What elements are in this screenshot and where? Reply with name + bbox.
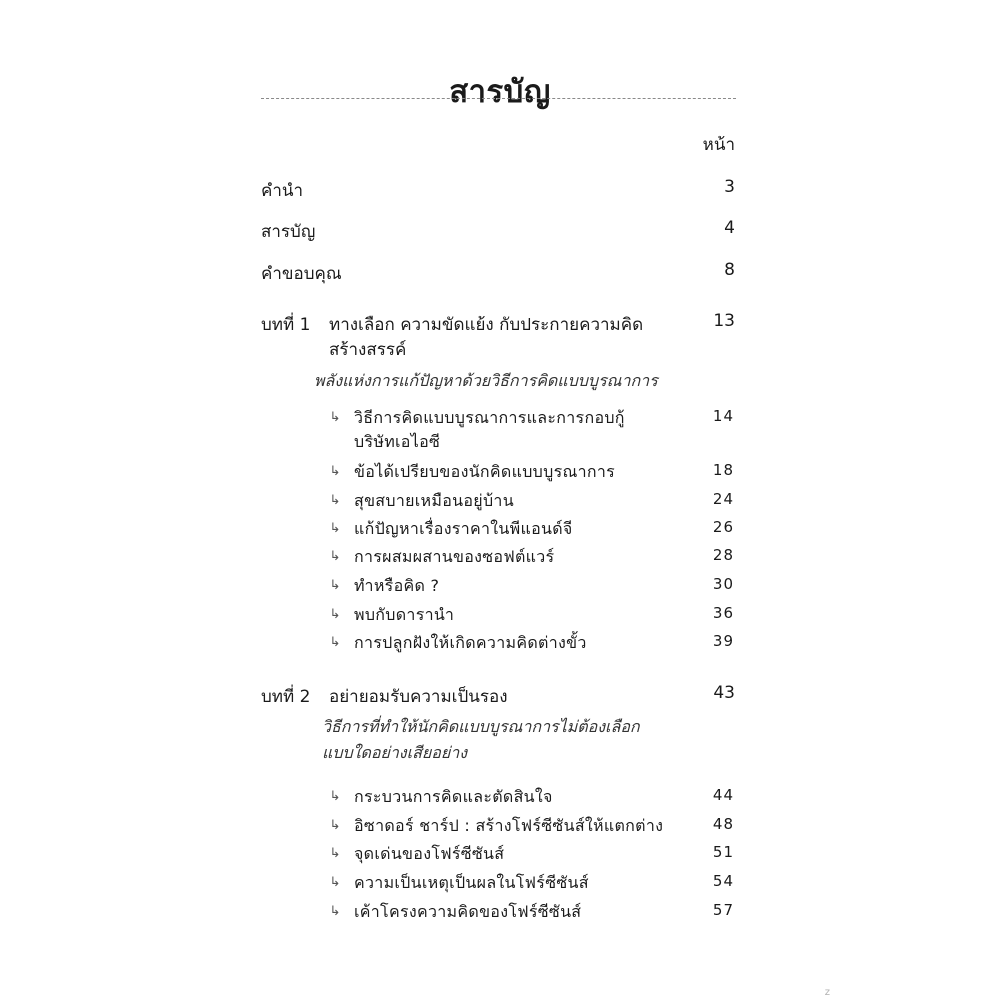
chapter-label: บทที่ 1	[261, 315, 311, 335]
toc-item-page: 36	[712, 604, 734, 622]
chapter-page: 13	[713, 311, 735, 331]
toc-item: ความเป็นเหตุเป็นผลในโฟร์ซีซันส์	[354, 873, 589, 892]
hooked-arrow-icon: ↳	[329, 904, 341, 919]
chapter-title: ทางเลือก ความขัดแย้ง กับประกายความคิด	[329, 315, 644, 335]
toc-item: กระบวนการคิดและตัดสินใจ	[354, 787, 553, 806]
chapter-title: อย่ายอมรับความเป็นรอง	[329, 687, 508, 707]
toc-item: ทำหรือคิด ?	[354, 576, 440, 595]
toc-entry-label: คำขอบคุณ	[261, 264, 342, 284]
chapter-subtitle: พลังแห่งการแก้ปัญหาด้วยวิธีการคิดแบบบูรณาการ	[314, 371, 658, 390]
page-title: สารบัญ	[449, 74, 551, 110]
toc-item-page: 30	[712, 575, 734, 593]
toc-item-page: 57	[712, 901, 734, 919]
toc-item-page: 26	[712, 518, 734, 536]
toc-item-page: 39	[712, 632, 734, 650]
toc-entry-label: คำนำ	[261, 181, 304, 201]
hooked-arrow-icon: ↳	[329, 607, 341, 622]
hooked-arrow-icon: ↳	[329, 846, 341, 861]
toc-entry-label: สารบัญ	[261, 222, 316, 242]
hooked-arrow-icon: ↳	[329, 410, 341, 425]
page-column-header: หน้า	[702, 135, 735, 155]
chapter-label: บทที่ 2	[261, 687, 311, 707]
toc-item-page: 51	[712, 843, 734, 861]
hooked-arrow-icon: ↳	[329, 875, 341, 890]
toc-item-page: 18	[712, 461, 734, 479]
toc-item: วิธีการคิดแบบบูรณาการและการกอบกู้	[354, 408, 625, 427]
toc-item: เค้าโครงความคิดของโฟร์ซีซันส์	[354, 902, 582, 921]
hooked-arrow-icon: ↳	[329, 521, 341, 536]
hooked-arrow-icon: ↳	[329, 464, 341, 479]
toc-item: อิซาดอร์ ชาร์ป : สร้างโฟร์ซีซันส์ให้แตกต่าง	[354, 816, 664, 835]
toc-item: สุขสบายเหมือนอยู่บ้าน	[354, 491, 514, 510]
chapter-subtitle: แบบใดอย่างเสียอย่าง	[322, 743, 467, 762]
chapter-title: สร้างสรรค์	[329, 340, 407, 360]
chapter-subtitle: วิธีการที่ทำให้นักคิดแบบบูรณาการไม่ต้องเลือก	[322, 717, 640, 736]
corner-mark: z	[824, 987, 830, 998]
toc-item-page: 54	[712, 872, 734, 890]
toc-item-page: 48	[712, 815, 734, 833]
toc-entry-page: 8	[724, 260, 735, 280]
toc-item-page: 24	[712, 490, 734, 508]
toc-item: จุดเด่นของโฟร์ซีซันส์	[354, 844, 505, 863]
hooked-arrow-icon: ↳	[329, 578, 341, 593]
hooked-arrow-icon: ↳	[329, 635, 341, 650]
toc-item: พบกับดารานำ	[354, 605, 455, 624]
toc-entry-page: 3	[724, 177, 735, 197]
toc-item: การปลูกฝังให้เกิดความคิดต่างขั้ว	[354, 633, 587, 652]
hooked-arrow-icon: ↳	[329, 818, 341, 833]
toc-item-page: 28	[712, 546, 734, 564]
hooked-arrow-icon: ↳	[329, 549, 341, 564]
hooked-arrow-icon: ↳	[329, 493, 341, 508]
toc-item: การผสมผสานของซอฟต์แวร์	[354, 547, 555, 566]
hooked-arrow-icon: ↳	[329, 789, 341, 804]
title-divider	[261, 98, 736, 99]
toc-item: บริษัทเอไอซี	[354, 432, 441, 451]
chapter-page: 43	[713, 683, 735, 703]
toc-item-page: 14	[712, 407, 734, 425]
toc-item: แก้ปัญหาเรื่องราคาในพีแอนด์จี	[354, 519, 573, 538]
toc-item-page: 44	[712, 786, 734, 804]
toc-entry-page: 4	[724, 218, 735, 238]
toc-item: ข้อได้เปรียบของนักคิดแบบบูรณาการ	[354, 462, 616, 481]
